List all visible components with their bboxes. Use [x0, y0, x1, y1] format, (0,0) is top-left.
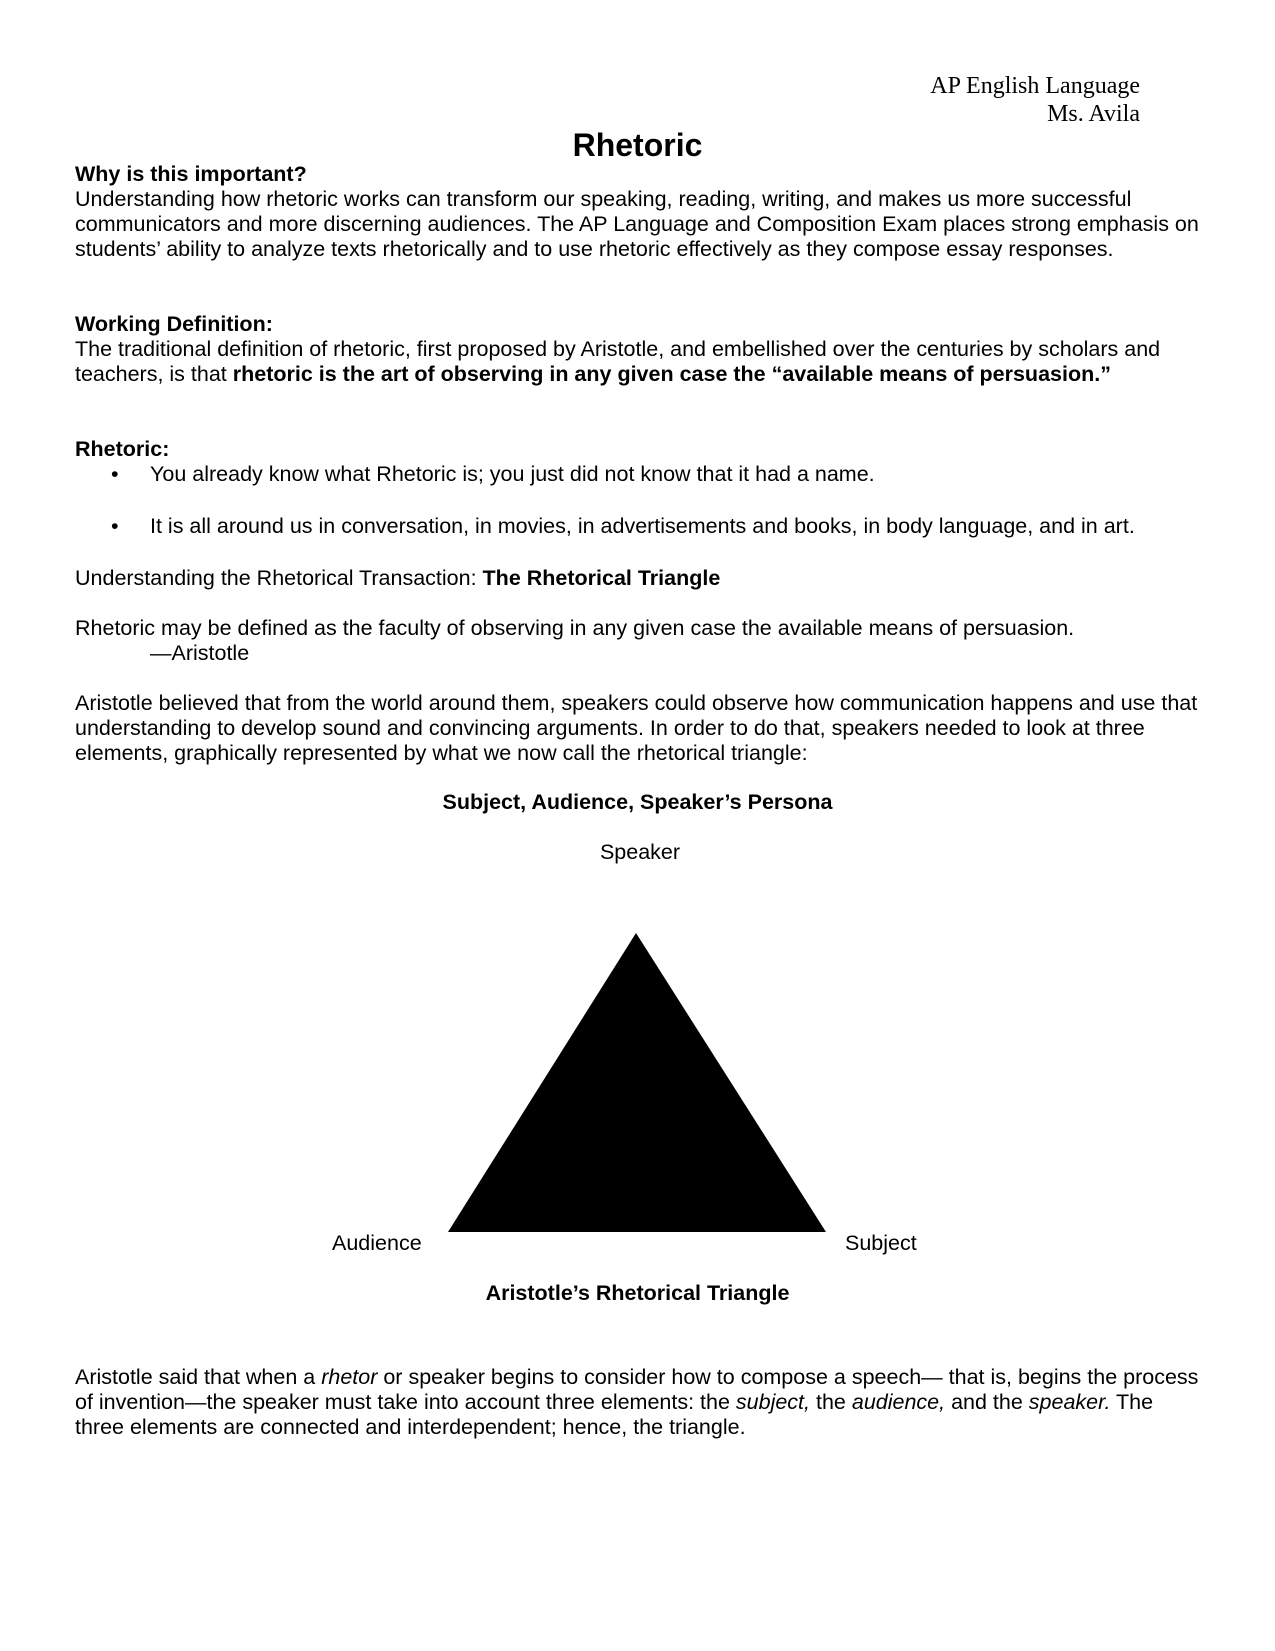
triangle-label-speaker: Speaker	[599, 840, 681, 864]
aristotle-paragraph-text: Aristotle believed that from the world around them, speakers could observe how communication happens and use that understanding to develop sound and convincing arguments. In order to do that, speakers needed to look at three elements, graphically represented by what we now call the rhetorical triangle:	[75, 691, 1198, 765]
bullet-text: You already know what Rhetoric is; you just did not know that it had a name.	[150, 462, 875, 486]
triangle-label-subject: Subject	[845, 1231, 917, 1255]
closing-part: or speaker begins to consider how to compose a speech— that is, begins the process of invention—the speaker must take into account three elements: the	[75, 1365, 1199, 1414]
closing-italic-speaker: speaker.	[1028, 1390, 1111, 1414]
page-title: Rhetoric	[572, 127, 703, 163]
rhetorical-triangle	[448, 933, 826, 1232]
bullet-text: It is all around us in conversation, in movies, in advertisements and books, in body language, and in art.	[150, 514, 1135, 538]
working-definition-heading: Working Definition:	[75, 312, 273, 336]
why-body: Understanding how rhetoric works can transform our speaking, reading, writing, and makes us more successful communicators and more discerning audiences. The AP Language and Composition Exam places strong emphasis on students’ ability to analyze texts rhetorically and to use rhetoric effectively as they compose essay responses.	[75, 187, 1199, 261]
diagram-heading: Subject, Audience, Speaker’s Persona	[442, 790, 833, 814]
teacher-name: Ms. Avila	[1047, 101, 1140, 127]
transaction-plain: Understanding the Rhetorical Transaction:	[75, 566, 483, 590]
bullet-icon: •	[111, 462, 119, 486]
quote-attribution: —Aristotle	[150, 641, 250, 665]
diagram-caption: Aristotle’s Rhetorical Triangle	[485, 1281, 790, 1305]
closing-paragraph	[75, 1365, 1205, 1440]
course-name: AP English Language	[930, 73, 1140, 99]
working-definition-bold: rhetoric is the art of observing in any given case the “available means of persuasion.”	[232, 362, 1111, 386]
why-heading: Why is this important?	[75, 162, 307, 186]
bullet-icon: •	[111, 514, 119, 538]
rhetoric-heading: Rhetoric:	[75, 437, 170, 461]
triangle-label-audience: Audience	[332, 1231, 422, 1255]
transaction-bold: The Rhetorical Triangle	[482, 566, 721, 590]
closing-text	[75, 1365, 1205, 1440]
closing-part: and the	[945, 1390, 1029, 1414]
closing-part: The three elements are connected and interdependent; hence, the triangle.	[75, 1390, 1154, 1439]
closing-italic-rhetor: rhetor	[321, 1365, 378, 1389]
closing-part: Aristotle said that when a	[75, 1365, 322, 1389]
closing-part: the	[810, 1390, 852, 1414]
closing-italic-subject: subject,	[735, 1390, 811, 1414]
working-definition-plain: The traditional definition of rhetoric, first proposed by Aristotle, and embellished over the centuries by scholars and teachers, is that	[75, 337, 1161, 386]
closing-italic-audience: audience,	[851, 1390, 946, 1414]
quote-text: Rhetoric may be defined as the faculty of observing in any given case the available means of persuasion.	[75, 616, 1075, 640]
